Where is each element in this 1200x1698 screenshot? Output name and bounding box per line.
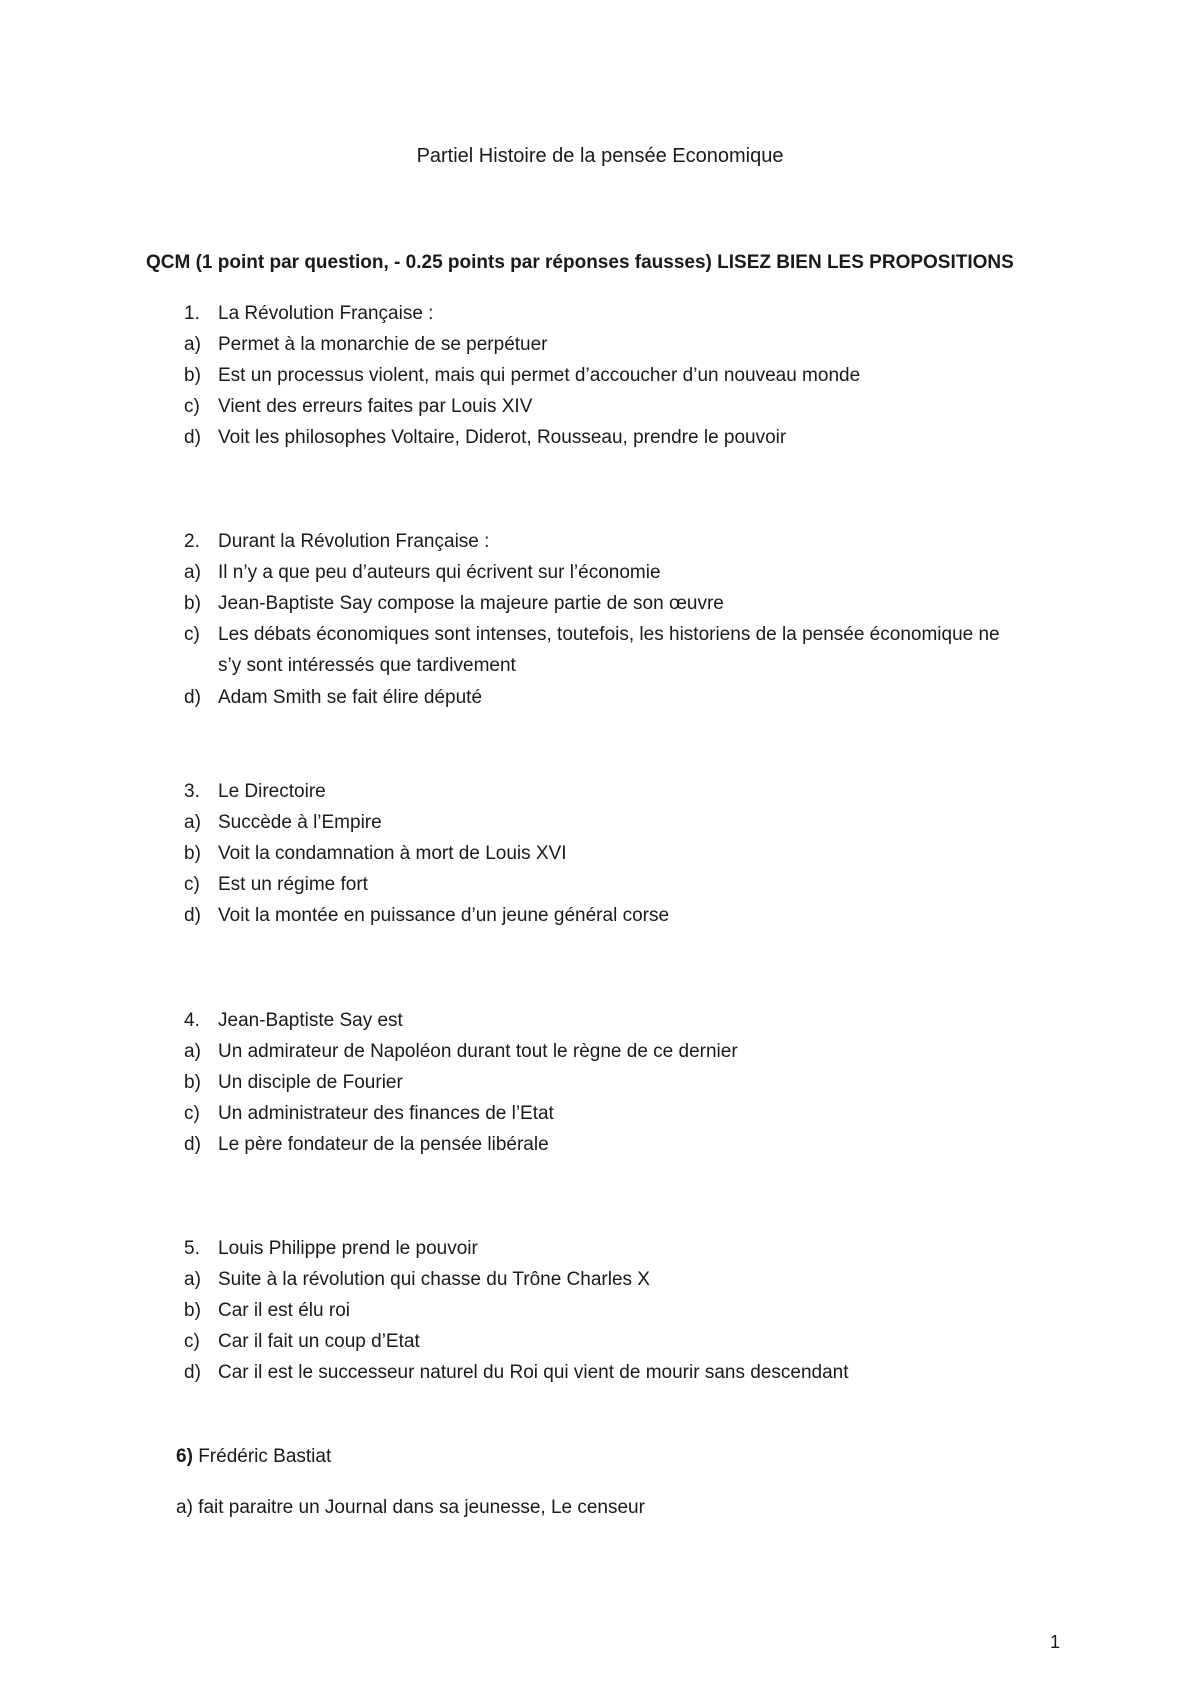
answer-text: Est un régime fort bbox=[218, 874, 368, 895]
answer-letter: a) bbox=[184, 334, 201, 355]
answer-letter: a) bbox=[184, 1041, 201, 1062]
page-number: 1 bbox=[1050, 1632, 1061, 1652]
answer-letter: d) bbox=[184, 905, 201, 926]
question-text: Le Directoire bbox=[218, 781, 326, 802]
answer-text: Jean-Baptiste Say compose la majeure partie de son œuvre bbox=[218, 593, 724, 614]
question-number: 2. bbox=[184, 531, 200, 552]
question-number: 6) bbox=[176, 1446, 193, 1467]
answer-text: Un disciple de Fourier bbox=[218, 1072, 403, 1093]
question-number: 4. bbox=[184, 1010, 200, 1031]
answer-text: Succède à l’Empire bbox=[218, 812, 382, 833]
answer-text: Car il est le successeur naturel du Roi qui vient de mourir sans descendant bbox=[218, 1362, 849, 1383]
answer-text: Permet à la monarchie de se perpétuer bbox=[218, 334, 548, 355]
answer-letter: b) bbox=[184, 593, 201, 614]
question-text: Frédéric Bastiat bbox=[198, 1446, 332, 1467]
answer-letter: a) bbox=[184, 562, 201, 583]
question-text: Louis Philippe prend le pouvoir bbox=[218, 1238, 478, 1259]
answer-letter: b) bbox=[184, 1300, 201, 1321]
question-text: Jean-Baptiste Say est bbox=[218, 1010, 403, 1031]
answer-letter: a) bbox=[184, 812, 201, 833]
answer-text: Vient des erreurs faites par Louis XIV bbox=[218, 396, 533, 417]
answer-letter: b) bbox=[184, 1072, 201, 1093]
answer-text: Adam Smith se fait élire député bbox=[218, 687, 483, 708]
answer-text: Il n’y a que peu d’auteurs qui écrivent sur l’économie bbox=[218, 562, 661, 583]
answer-letter: d) bbox=[184, 1134, 201, 1155]
answer-letter: d) bbox=[184, 427, 201, 448]
answer-letter: b) bbox=[184, 365, 201, 386]
answer-letter: c) bbox=[184, 874, 200, 895]
answer-letter: c) bbox=[184, 1331, 200, 1352]
answer-text: Car il est élu roi bbox=[218, 1300, 350, 1321]
answer-letter: c) bbox=[184, 624, 200, 645]
question-number: 3. bbox=[184, 781, 200, 802]
answer-text-continuation: s’y sont intéressés que tardivement bbox=[218, 655, 516, 676]
answer-text: Car il fait un coup d’Etat bbox=[218, 1331, 420, 1352]
question-number: 5. bbox=[184, 1238, 200, 1259]
answer-text: Les débats économiques sont intenses, toutefois, les historiens de la pensée économique ne bbox=[218, 624, 1000, 645]
answer-text: Suite à la révolution qui chasse du Trône Charles X bbox=[218, 1269, 650, 1290]
question-text: La Révolution Française : bbox=[218, 303, 434, 324]
answer-text: Un administrateur des finances de l’Etat bbox=[218, 1103, 554, 1124]
answer-text: Voit la montée en puissance d’un jeune général corse bbox=[218, 905, 670, 926]
question-number: 1. bbox=[184, 303, 200, 324]
answer-text: a) fait paraitre un Journal dans sa jeunesse, Le censeur bbox=[176, 1497, 645, 1518]
instructions-heading: QCM (1 point par question, - 0.25 points par réponses fausses) LISEZ BIEN LES PROPOSITIONS bbox=[146, 252, 1014, 273]
question-text: Durant la Révolution Française : bbox=[218, 531, 490, 552]
answer-text: Voit les philosophes Voltaire, Diderot, Rousseau, prendre le pouvoir bbox=[218, 427, 787, 448]
answer-letter: b) bbox=[184, 843, 201, 864]
answer-text: Le père fondateur de la pensée libérale bbox=[218, 1134, 549, 1155]
answer-text: Est un processus violent, mais qui permet d’accoucher d’un nouveau monde bbox=[218, 365, 861, 386]
answer-letter: c) bbox=[184, 1103, 200, 1124]
answer-letter: c) bbox=[184, 396, 200, 417]
answer-letter: d) bbox=[184, 687, 201, 708]
answer-6a bbox=[176, 1497, 645, 1519]
answer-text: Voit la condamnation à mort de Louis XVI bbox=[218, 843, 567, 864]
answer-letter: a) bbox=[184, 1269, 201, 1290]
page-title: Partiel Histoire de la pensée Economique bbox=[416, 145, 784, 167]
answer-text: Un admirateur de Napoléon durant tout le règne de ce dernier bbox=[218, 1041, 738, 1062]
answer-letter: d) bbox=[184, 1362, 201, 1383]
question-6 bbox=[176, 1446, 331, 1468]
